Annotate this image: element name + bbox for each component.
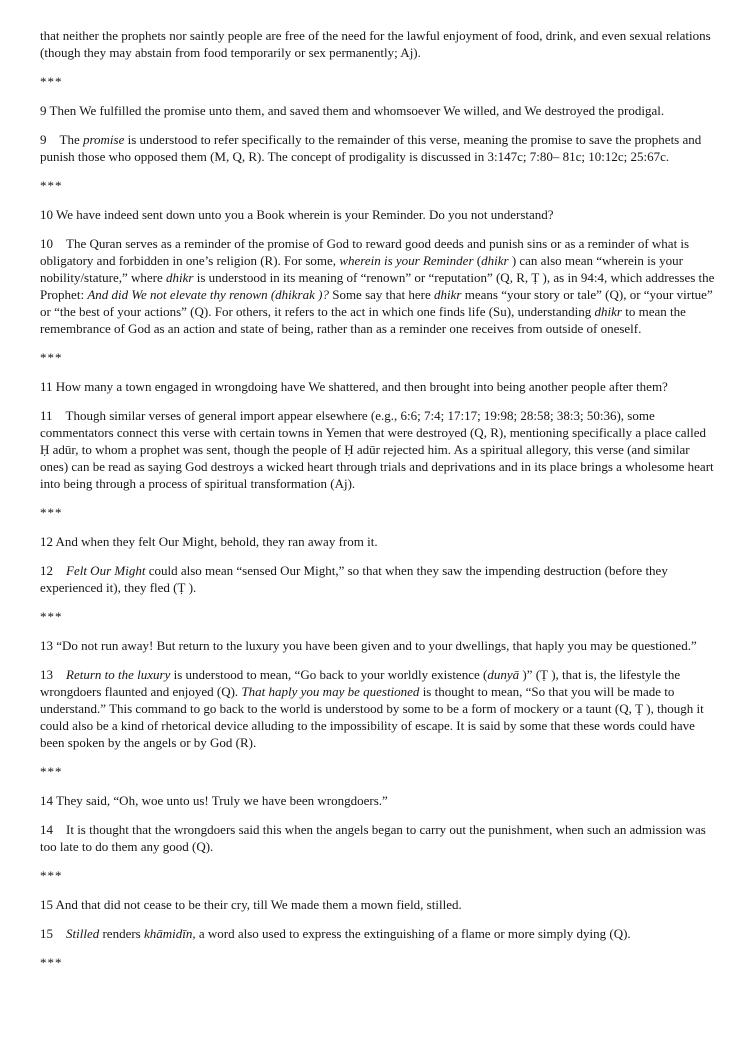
section-separator: *** <box>40 609 63 624</box>
italic-run: dunyā <box>487 667 520 682</box>
text-run: is understood in its meaning of “renown” or “reputation” (Q, R, Ṭ ), as in 94:4, which addresses the Prophet: <box>40 270 715 302</box>
section-separator: *** <box>40 178 63 193</box>
commentary-verse-number: 13 <box>40 667 53 682</box>
text-run: It is thought that the wrongdoers said this when the angels began to carry out the punishment, when such an admission was too late to do them any good (Q). <box>40 822 706 854</box>
verse-text <box>40 533 715 550</box>
text-run: is thought to mean, “So that you will be made to understand.” This command to go back to the world is understood by some to be a form of mockery or a taunt (Q, Ṭ ), though it could also be a kind of rhetorical device alluding to the impossibility of escape. It is said by some that these words could have been spoken by the angels or by God (R). <box>40 684 704 750</box>
verse-text <box>40 637 715 654</box>
verse-text <box>40 102 715 119</box>
commentary-verse-number: 10 <box>40 236 53 251</box>
section-separator: *** <box>40 868 63 883</box>
text-run: is understood to mean, “Go back to your worldly existence ( <box>170 667 488 682</box>
text-run: that neither the prophets nor saintly people are free of the need for the lawful enjoyment of food, drink, and even sexual relations (though they may abstain from food temporarily or sex permanently; Aj). <box>40 28 711 60</box>
text-run: Though similar verses of general import appear elsewhere (e.g., 6:6; 7:4; 17:17; 19:98; 28:58; 38:3; 50:36), some commentators connect this verse with certain towns in Yemen that were destroyed (Q, R), mentioning specifically a place called Ḥ adūr, to whom a prophet was sent, though the people of Ḥ adūr rejected him. As a spiritual allegory, this verse (and similar ones) can be read as saying God destroys a wicked heart through trials and deprivations and in its place brings a wholesome heart into being through a process of spiritual transformation (Aj). <box>40 408 714 491</box>
italic-run: Stilled <box>66 926 100 941</box>
verse-text <box>40 206 715 223</box>
italic-run: dhikr <box>481 253 509 268</box>
section-separator: *** <box>40 74 63 89</box>
commentary-verse-number: 12 <box>40 563 53 578</box>
text-run: The Quran serves as a reminder of the promise of God to reward good deeds and punish sins or as a reminder of what is obligatory and forbidden in one’s religion (R). For some, <box>40 236 690 268</box>
section-separator: *** <box>40 505 63 520</box>
italic-run: dhikr <box>434 287 462 302</box>
text-run: ) can also mean “wherein is your nobility/stature,” where <box>40 253 683 285</box>
text-run: a word also used to express the extinguishing of a flame or more simply dying (Q). <box>195 926 631 941</box>
italic-run: dhikr <box>166 270 194 285</box>
text-run: 12 And when they felt Our Might, behold, they ran away from it. <box>40 534 378 549</box>
text-run: could also mean “sensed Our Might,” so that when they saw the impending destruction (before they experienced it), they fled (Ṭ ). <box>40 563 668 595</box>
text-run: 14 They said, “Oh, woe unto us! Truly we have been wrongdoers.” <box>40 793 388 808</box>
commentary-paragraph <box>40 131 715 165</box>
section-separator: *** <box>40 350 63 365</box>
commentary-verse-number: 15 <box>40 926 53 941</box>
commentary-verse-number: 9 <box>40 132 47 147</box>
text-run: renders <box>99 926 144 941</box>
verse-text <box>40 378 715 395</box>
text-run: Some say that here <box>328 287 435 302</box>
verse-text <box>40 896 715 913</box>
commentary-paragraph <box>40 666 715 751</box>
text-run: is understood to refer specifically to the remainder of this verse, meaning the promise to save the prophets and punish those who opposed them (M, Q, R). The concept of prodigality is discussed in 3:147c; 7:80– 81c; 10:12c; 25:67c. <box>40 132 702 164</box>
commentary-verse-number: 11 <box>40 408 53 423</box>
italic-run: And did We not elevate thy renown (dhikrak )? <box>87 287 329 302</box>
text-run: )” (Ṭ ), that is, the lifestyle the wrongdoers flaunted and enjoyed (Q). <box>40 667 681 699</box>
verse-text <box>40 792 715 809</box>
commentary-paragraph <box>40 821 715 855</box>
italic-run: promise <box>82 132 125 147</box>
text-run: 10 We have indeed sent down unto you a Book wherein is your Reminder. Do you not understand? <box>40 207 554 222</box>
text-run: 13 “Do not run away! But return to the luxury you have been given and to your dwellings, that haply you may be questioned.” <box>40 638 697 653</box>
italic-run: That haply you may be questioned <box>241 684 420 699</box>
page-content <box>40 27 715 971</box>
commentary-verse-number: 14 <box>40 822 53 837</box>
text-run: means “your story or tale” (Q), or “your virtue” or “the best of your actions” (Q). For others, it refers to the act in which one finds life (Su), understanding <box>40 287 713 319</box>
text-run: ( <box>473 253 482 268</box>
italic-run: dhikr <box>594 304 622 319</box>
text-run: 11 How many a town engaged in wrongdoing have We shattered, and then brought into being another people after them? <box>40 379 668 394</box>
italic-run: Return to the luxury <box>66 667 171 682</box>
section-separator: *** <box>40 955 63 970</box>
commentary-paragraph <box>40 407 715 492</box>
text-run: 9 Then We fulfilled the promise unto them, and saved them and whomsoever We willed, and We destroyed the prodigal. <box>40 103 665 118</box>
commentary-paragraph <box>40 562 715 596</box>
italic-run: wherein is your Reminder <box>339 253 474 268</box>
commentary-paragraph <box>40 235 715 337</box>
text-run: to mean the remembrance of God as an action and state of being, rather than as a reminder one receives from outside of oneself. <box>40 304 686 336</box>
italic-run: Felt Our Might <box>66 563 146 578</box>
commentary-paragraph <box>40 925 715 942</box>
section-separator: *** <box>40 764 63 779</box>
text-run: The <box>59 132 83 147</box>
italic-run: khāmidīn, <box>143 926 196 941</box>
text-run: 15 And that did not cease to be their cry, till We made them a mown field, stilled. <box>40 897 462 912</box>
body-paragraph <box>40 27 715 61</box>
